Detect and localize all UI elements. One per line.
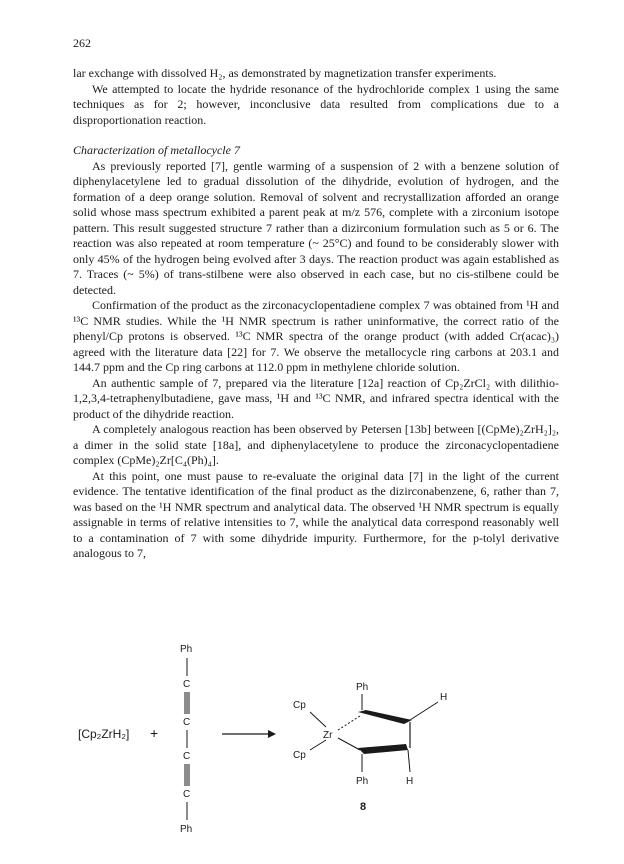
phenyl-label: Ph [356,682,369,693]
arrowhead-icon [268,730,276,738]
carbon-label: C [183,717,191,728]
reaction-scheme [60,630,560,860]
paragraph: Confirmation of the product as the zirconacyclopentadiene complex 7 was obtained from ¹H and ¹³C NMR studies. While the ¹H NMR spectrum is rather uninformative, the correct ratio of the phenyl/Cp protons is observed. ¹³C NMR spectra of the orange product (with added Cr(acac)₃) agreed with the literature data [22] for 7. We observe the metallocycle ring carbons at 203.1 and 144.7 ppm and the Cp ring carbons at 112.0 ppm in methylene chloride solution. [73,298,559,374]
paragraph: We attempted to locate the hydride resonance of the hydrochloride complex 1 using the same techniques as for 2; however, inconclusive data resulted from complications due to a disproportionation reaction. [73,81,559,127]
hydrogen-label: H [440,692,448,703]
phenyl-label: Ph [356,776,369,787]
hydrogen-label: H [406,776,414,787]
h-bond [408,750,410,772]
page-number: 262 [73,36,91,50]
cp-label-top: Cp [293,700,306,711]
carbon-label: C [183,789,191,800]
paragraph: A completely analogous reaction has been observed by Petersen [13b] between [(CpMe)₂ZrH₂]₂, a dimer in the solid state [18a], and diphenylacetylene to produce the zirconacyclopentadiene complex (CpMe)₂Zr[C₄(Ph)₄]. [73,422,559,467]
phenyl-label-bottom: Ph [180,824,193,835]
cp-label-bottom: Cp [293,750,306,761]
h-bond [410,702,438,720]
zr-c-bond [338,716,360,730]
paragraph: An authentic sample of 7, prepared via the literature [12a] reaction of Cp₂ZrCl₂ with dilithio-1,2,3,4-tetraphenylbutadiene, gave mass, ¹H and ¹³C NMR, and infrared spectra identical with the product of the dihydride reaction. [73,375,559,421]
reactant-formula: [Cp₂ZrH₂] [78,727,130,741]
carbon-label: C [183,679,191,690]
zr-c-bond [338,738,360,750]
carbon-label: C [183,751,191,762]
cp-zr-bond [310,740,326,750]
plus-sign: + [150,725,159,741]
cp-zr-bond [310,712,326,727]
phenyl-label-top: Ph [180,644,193,655]
zirconium-label: Zr [323,730,333,741]
section-heading: Characterization of metallocycle 7 [73,143,240,157]
body-text [73,66,559,562]
compound-number: 8 [360,801,367,813]
ring-double-bond [358,710,412,724]
paragraph: As previously reported [7], gentle warming of a suspension of 2 with a benzene solution of diphenylacetylene led to gradual dissolution of the dihydride, evolution of hydrogen, and the formation of a deep orange solution. Removal of solvent and recrystallization afforded an orange solid whose mass spectrum exhibited a parent peak at m/z 576, complete with a zirconium isotope pattern. This result suggested structure 7 rather than a dizirconium formulation such as 5 or 6. The reaction was also repeated at room temperature (~ 25°C) and found to be considerably slower with only 45% of the hydrogen being evolved after 3 days. The reaction product was again established as 7. Traces (~ 5%) of trans-stilbene were also observed in each case, but no cis-stilbene could be detected. [73,158,559,297]
paragraph: At this point, one must pause to re-evaluate the original data [7] in the light of the current evidence. The tentative identification of the final product as the dizirconabenzene, 6, rather than 7, was based on the ¹H NMR spectrum and analytical data. The observed ¹H NMR spectrum is equally assignable in terms of relative intensities to 7, while the analytical data correspond reasonably well to a contamination of 7 with some dihydride impurity. Furthermore, for the p-tolyl derivative analogous to 7, [73,468,559,560]
paragraph: lar exchange with dissolved H₂, as demonstrated by magnetization transfer experiments. [73,66,497,80]
ring-double-bond [358,744,408,754]
